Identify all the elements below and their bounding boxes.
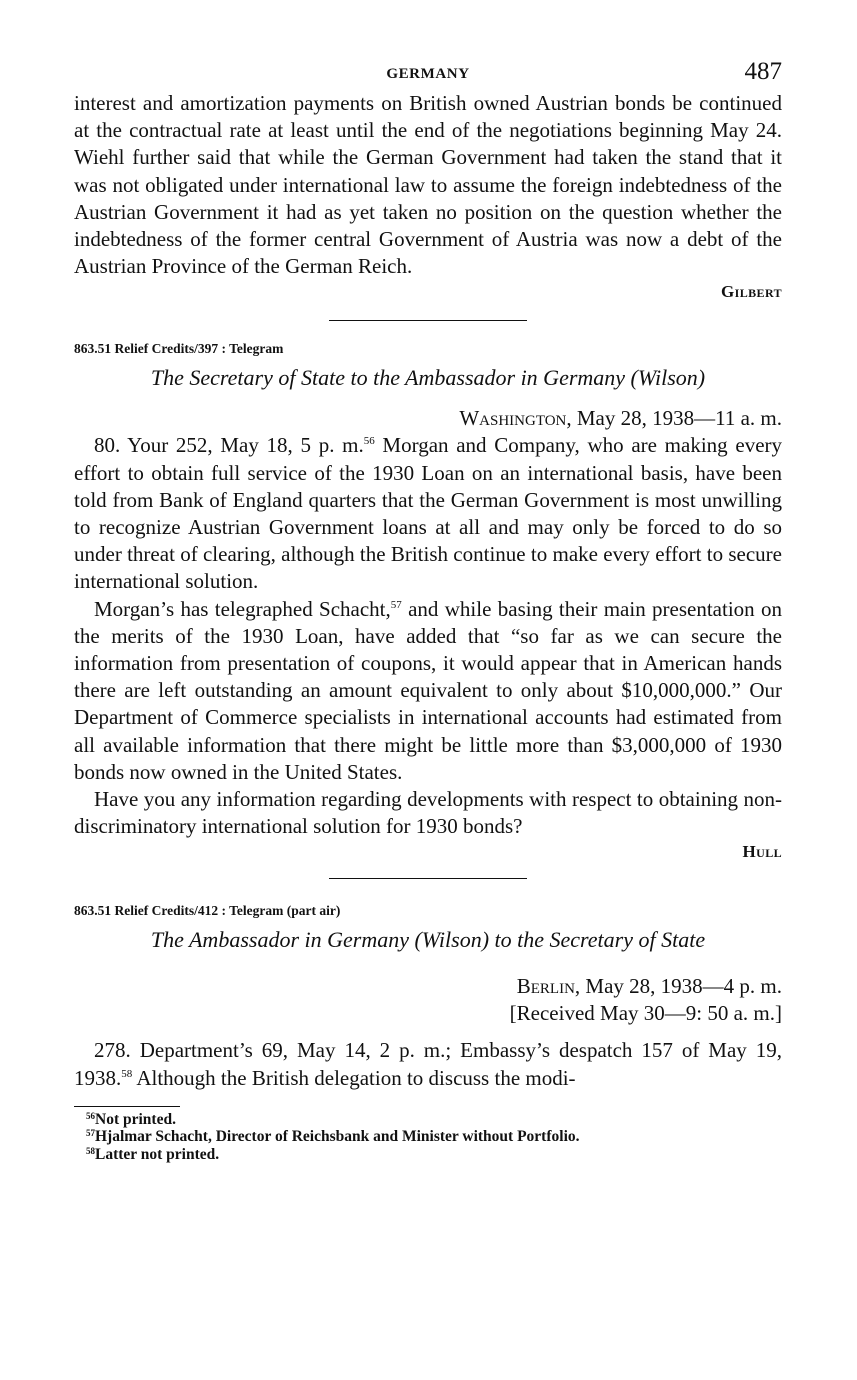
continuation-paragraph: interest and amortization payments on British owned Austrian bonds be continued at the contractual rate at least until the end of the negotiations beginning May 24. Wiehl further said that while the German Government had taken the stand that it was not obligated under international law to assume the foreign indebtedness of the Austrian Government it had as yet taken no position on the question whether the indebtedness of the former central Government of Austria was now a debt of the Austrian Province of the German Reich. bbox=[74, 91, 782, 279]
signature-gilbert: Gilbert bbox=[721, 282, 782, 302]
running-head: GERMANY bbox=[386, 66, 470, 82]
document-reference: 863.51 Relief Credits/412 : Telegram (part air) bbox=[74, 903, 341, 919]
paragraph-start: Morgan’s has telegraphed Schacht, bbox=[94, 596, 391, 621]
footnote-mark: 57 bbox=[86, 1128, 95, 1139]
document-reference: 863.51 Relief Credits/397 : Telegram bbox=[74, 341, 284, 357]
footnote-text: Hjalmar Schacht, Director of Reichsbank and Minister without Portfolio. bbox=[95, 1128, 580, 1146]
paragraph-rest: and while basing their main presentation on the merits of the 1930 Loan, have added that “so far as we can secure the information from presentation of coupons, it would appear that in American hands there are left outstanding an amount equivalent to only about $10,000,000.” Our Department of Commerce specialists in international accounts had estimated from all available information that there might be little more than $3,000,000 of 1930 bonds now owned in the United States. bbox=[74, 596, 782, 784]
footnote bbox=[74, 1146, 782, 1164]
dateline bbox=[74, 973, 782, 1000]
footnote-mark: 56 bbox=[86, 1110, 95, 1121]
page-number: 487 bbox=[744, 58, 782, 85]
footnote-text: Latter not printed. bbox=[95, 1145, 220, 1163]
document-page bbox=[74, 58, 782, 1163]
document-title: The Secretary of State to the Ambassador in Germany (Wilson) bbox=[150, 365, 706, 391]
received-line: [Received May 30—9: 50 a. m.] bbox=[509, 1001, 782, 1026]
dateline-date: May 28, 1938—11 a. m. bbox=[576, 406, 782, 431]
footnote-ref-56: 56 bbox=[363, 435, 375, 448]
footnote-ref-58: 58 bbox=[121, 1067, 133, 1080]
body-paragraph bbox=[74, 432, 782, 595]
dateline-place: Berlin, bbox=[516, 974, 581, 999]
body-paragraph bbox=[74, 596, 782, 786]
paragraph-rest: Morgan and Company, who are making every effort to obtain full service of the 1930 Loan on an international basis, have been told from Bank of England quarters that the German Government is most unwilling to recognize Austrian Government loans at all and may only be forced to do so under threat of clearing, although the British continue to make every effort to secure international solution. bbox=[74, 433, 783, 594]
paragraph-start: 80. Your 252, May 18, 5 p. m. bbox=[94, 433, 364, 458]
paragraph-rest: Although the British delegation to discuss the modi- bbox=[132, 1065, 576, 1090]
body-paragraph bbox=[74, 1037, 782, 1091]
footnote-mark: 58 bbox=[86, 1145, 95, 1156]
footnote bbox=[74, 1128, 782, 1146]
body-paragraph: Have you any information regarding developments with respect to obtaining non-discriminatory international solution for 1930 bonds? bbox=[74, 787, 782, 839]
document-title: The Ambassador in Germany (Wilson) to the Secretary of State bbox=[150, 927, 706, 953]
footnotes bbox=[74, 1111, 782, 1164]
paragraph-start: 278. Department’s 69, May 14, 2 p. m.; Embassy’s despatch 157 of May 19, 1938. bbox=[74, 1038, 782, 1090]
dateline-place: Washington, bbox=[459, 406, 572, 431]
signature-hull: Hull bbox=[742, 842, 782, 862]
dateline bbox=[74, 405, 782, 432]
dateline-date: May 28, 1938—4 p. m. bbox=[585, 974, 782, 999]
footnote-text: Not printed. bbox=[95, 1110, 176, 1128]
page-header bbox=[74, 58, 782, 90]
footnote bbox=[74, 1111, 782, 1129]
footnote-ref-57: 57 bbox=[390, 598, 402, 611]
